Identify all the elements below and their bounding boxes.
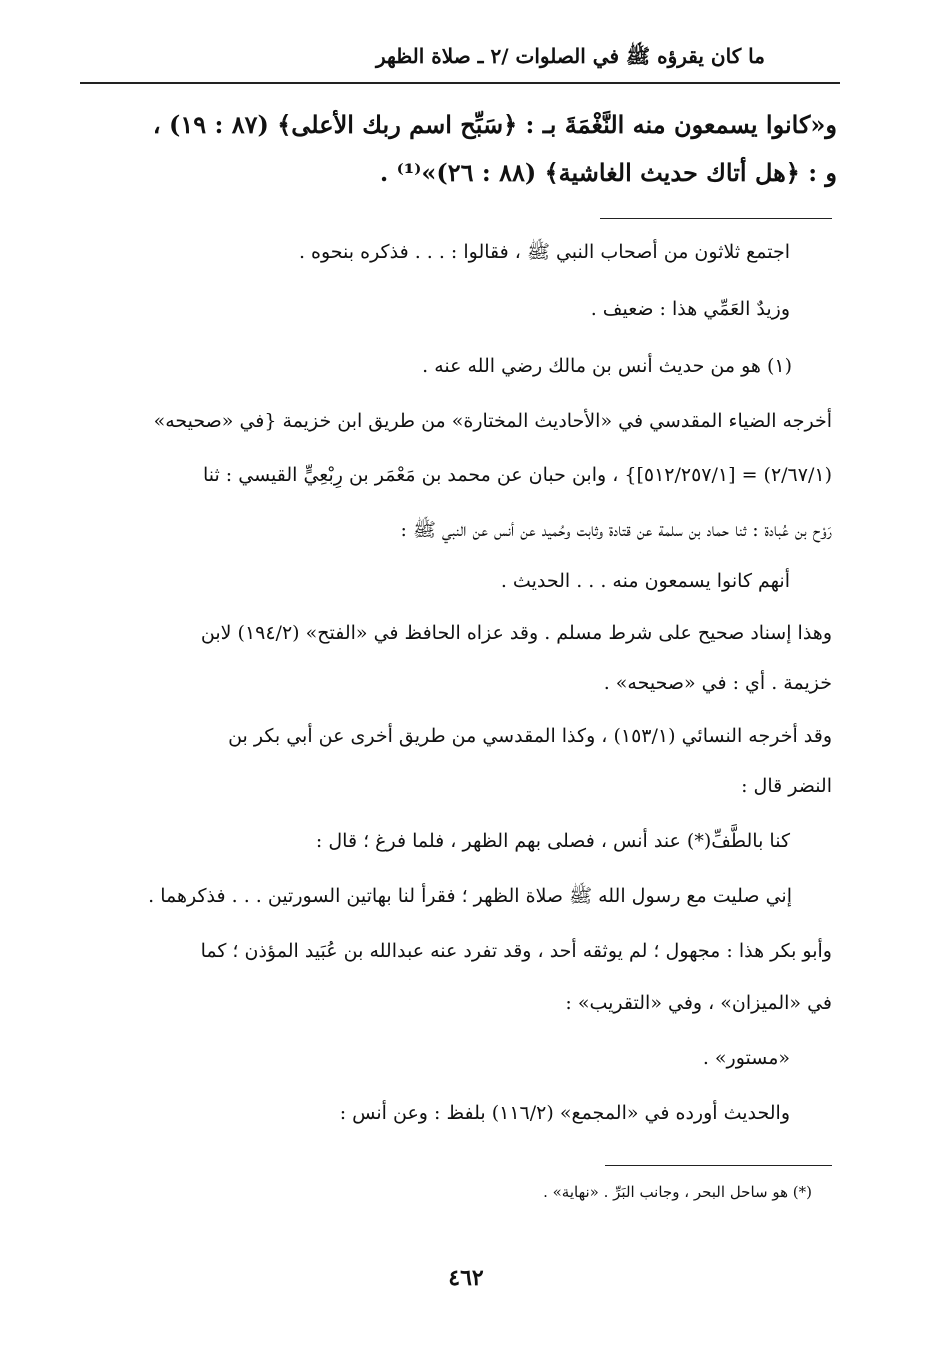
paragraph-line: والحديث أورده في «المجمع» (١١٦/٢) بلفظ : وعن أنس : bbox=[339, 1102, 790, 1124]
paragraph-line: رَوْح بن عُبادة : ثنا حماد بن سلمة عن قتادة وثابت وحُميد عن أنس عن النبي ﷺ : bbox=[400, 519, 832, 541]
page-number: ٤٦٢ bbox=[448, 1265, 484, 1291]
paragraph-line: وقد أخرجه النسائي (١٥٣/١) ، وكذا المقدسي من طريق أخرى عن أبي بكر بن bbox=[228, 725, 832, 747]
paragraph-line: أنهم كانوا يسمعون منه . . . الحديث . bbox=[500, 570, 790, 592]
paragraph-line: أخرجه الضياء المقدسي في «الأحاديث المختارة» من طريق ابن خزيمة {في «صحيحه» bbox=[153, 410, 832, 432]
paragraph-line: وهذا إسناد صحيح على شرط مسلم . وقد عزاه الحافظ في «الفتح» (١٩٤/٢) لابن bbox=[200, 622, 832, 644]
header-title: ما كان يقرؤه ﷺ في الصلوات /٢ ـ صلاة الظهر bbox=[376, 44, 765, 68]
quote-line-1: و«كانوا يسمعون منه النَّغْمَةَ بـ : ﴿سَبِّح اسم ربك الأعلى﴾ (٨٧ : ١٩) ، bbox=[152, 110, 837, 139]
paragraph-line: «مستور» . bbox=[702, 1047, 790, 1069]
footnote-divider bbox=[605, 1165, 832, 1166]
quote-line-2: و : ﴿هل أتاك حديث الغاشية﴾ (٨٨ : ٢٦)»⁽¹⁾ . bbox=[379, 158, 837, 187]
paragraph-line: في «الميزان» ، وفي «التقريب» : bbox=[565, 992, 832, 1014]
paragraph-line: اجتمع ثلاثون من أصحاب النبي ﷺ ، فقالوا : . . . فذكره بنحوه . bbox=[298, 241, 790, 263]
paragraph-line: خزيمة . أي : في «صحيحه» . bbox=[603, 672, 832, 694]
paragraph-line: النضر قال : bbox=[741, 775, 832, 797]
paragraph-line: كنا بالطَّفِّ(*) عند أنس ، فصلى بهم الظهر ، فلما فرغ ؛ قال : bbox=[315, 830, 790, 852]
footnote-divider-top bbox=[600, 218, 832, 219]
footnote-marker-line: (١) هو من حديث أنس بن مالك رضي الله عنه . bbox=[422, 355, 792, 377]
footnote-text: (*) هو ساحل البحر ، وجانب البَرِّ . «نهاية» . bbox=[543, 1183, 812, 1201]
paragraph-line: إني صليت مع رسول الله ﷺ صلاة الظهر ؛ فقرأ لنا بهاتين السورتين . . . فذكرهما . bbox=[148, 885, 792, 907]
paragraph-line: وأبو بكر هذا : مجهول ؛ لم يوثقه أحد ، وقد تفرد عنه عبدالله بن عُبَيد المؤذن ؛ كما bbox=[200, 940, 832, 962]
paragraph-line: (٢/٦٧/١) = [٥١٢/٢٥٧/١]} ، وابن حبان عن محمد بن مَعْمَر بن رِبْعِيٍّ القيسي : ثنا bbox=[202, 464, 832, 486]
paragraph-line: وزيدٌ العَمِّي هذا : ضعيف . bbox=[590, 298, 790, 320]
running-header bbox=[80, 40, 840, 84]
